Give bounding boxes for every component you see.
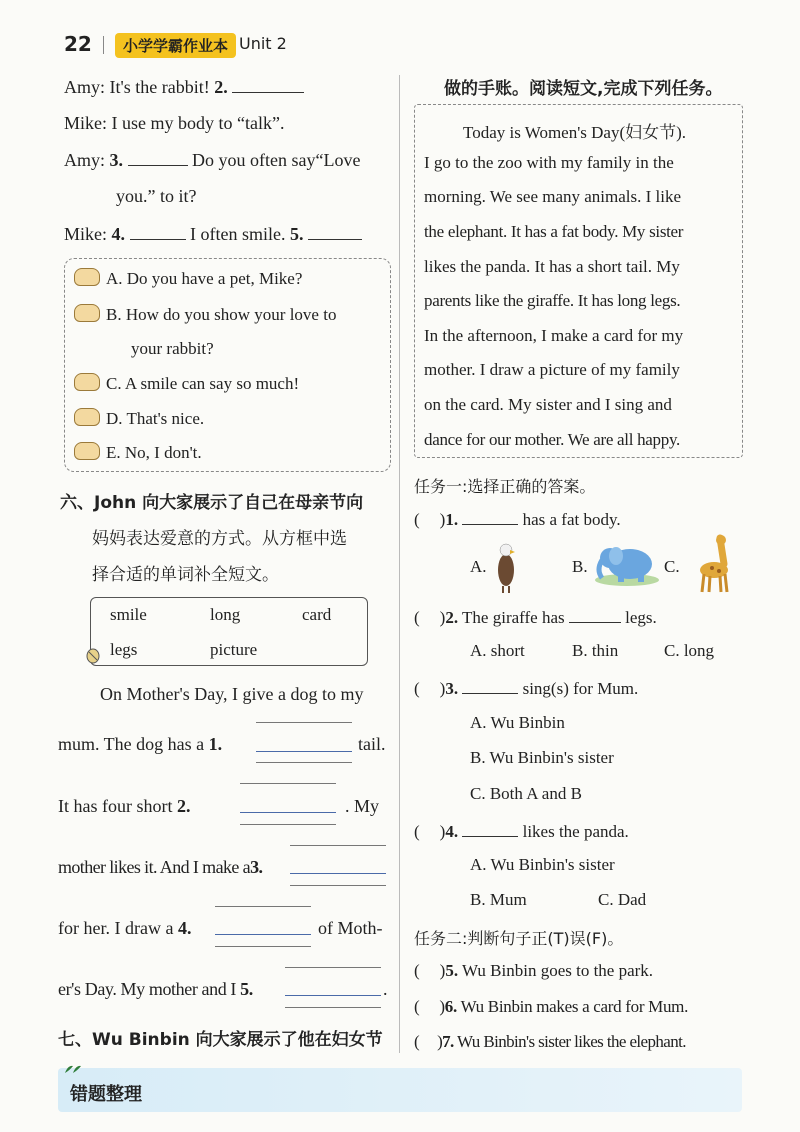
answer-paren-open: ( bbox=[414, 822, 420, 841]
question-number: 6. bbox=[444, 997, 457, 1016]
passage-text: of Moth- bbox=[318, 918, 383, 938]
word-card: card bbox=[302, 605, 332, 624]
question-4 bbox=[414, 820, 629, 842]
unit-label: Unit 2 bbox=[239, 34, 287, 53]
answer-line-1[interactable] bbox=[256, 751, 352, 752]
answer-blank-2[interactable] bbox=[232, 76, 304, 93]
dialog-line-2 bbox=[64, 113, 284, 134]
task-2-title: 任务二:判断句子正(T)误(F)。 bbox=[414, 929, 624, 948]
dialog-line-3 bbox=[64, 149, 360, 171]
answer-paren-open: ( bbox=[414, 997, 420, 1016]
blank-number: 4. bbox=[111, 224, 125, 244]
dialog-line-3b: you.” to it? bbox=[116, 186, 197, 206]
passage-line-6 bbox=[58, 979, 253, 1000]
option-text: D. That's nice. bbox=[106, 409, 205, 428]
passage-line-2 bbox=[58, 734, 222, 755]
option-b-cont: your rabbit? bbox=[131, 339, 214, 358]
answer-line-3[interactable] bbox=[290, 873, 386, 874]
speaker-amy: Amy: bbox=[64, 77, 106, 97]
question-2 bbox=[414, 606, 657, 628]
writing-guide bbox=[290, 885, 386, 886]
answer-line-4[interactable] bbox=[215, 934, 311, 935]
page-number: 22 bbox=[64, 32, 92, 56]
speaker-mike: Mike: bbox=[64, 224, 107, 244]
passage-text: er's Day. My mother and I bbox=[58, 979, 237, 999]
footer-bar bbox=[58, 1068, 742, 1112]
story-line: the elephant. It has a fat body. My sister bbox=[424, 222, 684, 241]
eagle-icon bbox=[492, 538, 520, 594]
question-number: 1. bbox=[445, 510, 459, 529]
dialog-text: It's the rabbit! bbox=[109, 77, 210, 97]
blank-number: 2. bbox=[214, 77, 228, 97]
column-divider bbox=[399, 75, 400, 1053]
mistake-review-label: 错题整理 bbox=[70, 1084, 142, 1105]
question-3 bbox=[414, 677, 638, 699]
leaf-icon bbox=[64, 1064, 82, 1074]
story-line: dance for our mother. We are all happy. bbox=[424, 430, 680, 449]
question-number: 2. bbox=[445, 608, 459, 627]
question-number: 5. bbox=[445, 961, 459, 980]
question-6 bbox=[414, 997, 688, 1017]
q1-option-a: A. bbox=[470, 557, 487, 576]
q3-option-b: B. Wu Binbin's sister bbox=[470, 748, 614, 767]
answer-paren-open: ( bbox=[414, 1032, 420, 1051]
question-blank bbox=[569, 606, 621, 623]
blank-number: 3. bbox=[109, 150, 124, 170]
blank-number: 4. bbox=[177, 918, 192, 938]
section-6-line-2: 妈妈表达爱意的方式。从方框中选 bbox=[92, 529, 347, 549]
writing-guide bbox=[215, 946, 311, 947]
header-divider bbox=[103, 36, 104, 54]
q2-option-b: B. thin bbox=[572, 641, 619, 660]
answer-paren-close: ) bbox=[439, 961, 446, 980]
dialog-text: I use my body to “talk”. bbox=[111, 113, 285, 133]
passage-line-4 bbox=[58, 857, 262, 878]
writing-guide bbox=[290, 845, 386, 846]
question-number: 4. bbox=[445, 822, 459, 841]
question-1 bbox=[414, 508, 621, 530]
q4-option-a: A. Wu Binbin's sister bbox=[470, 855, 615, 874]
q1-option-c: C. bbox=[664, 557, 680, 576]
question-text: Wu Binbin makes a card for Mum. bbox=[460, 997, 689, 1016]
blank-number: 2. bbox=[176, 796, 191, 816]
section-7-title: 七、Wu Binbin 向大家展示了他在妇女节 bbox=[58, 1030, 383, 1050]
story-line: I go to the zoo with my family in the bbox=[424, 153, 674, 172]
tiger-icon bbox=[74, 408, 100, 426]
options-box bbox=[64, 258, 391, 472]
question-text: Wu Binbin's sister likes the elephant. bbox=[457, 1032, 686, 1051]
dialog-text: Do you often say“Love bbox=[192, 150, 361, 170]
option-text: B. How do you show your love to bbox=[106, 305, 337, 324]
pencil-icon bbox=[84, 645, 102, 665]
option-e bbox=[74, 442, 202, 463]
section-6-line-3: 择合适的单词补全短文。 bbox=[92, 565, 279, 585]
answer-paren-open: ( bbox=[414, 961, 420, 980]
passage-text: . My bbox=[345, 796, 380, 816]
answer-paren-open: ( bbox=[414, 608, 420, 627]
q2-option-c: C. long bbox=[664, 641, 715, 660]
question-text: has a fat body. bbox=[522, 510, 621, 529]
passage-text: tail. bbox=[358, 734, 386, 754]
answer-line-5[interactable] bbox=[285, 995, 381, 996]
q1-option-b: B. bbox=[572, 557, 588, 576]
dialog-text: I often smile. bbox=[190, 224, 286, 244]
section-6-title: 六、John 向大家展示了自己在母亲节向 bbox=[60, 493, 364, 513]
giraffe-icon bbox=[694, 534, 734, 594]
answer-paren-close: ) bbox=[439, 510, 446, 529]
answer-paren-open: ( bbox=[414, 679, 420, 698]
writing-guide bbox=[285, 1007, 381, 1008]
q3-option-a: A. Wu Binbin bbox=[470, 713, 565, 732]
passage-text: for her. I draw a bbox=[58, 918, 174, 938]
option-b bbox=[74, 304, 336, 325]
tiger-icon bbox=[74, 442, 100, 460]
passage-text: mother likes it. And I make a bbox=[58, 857, 251, 877]
dialog-line-1 bbox=[64, 76, 304, 98]
passage-line-1: On Mother's Day, I give a dog to my bbox=[100, 684, 364, 704]
speaker-mike: Mike: bbox=[64, 113, 107, 133]
q2-option-a: A. short bbox=[470, 641, 525, 660]
tiger-icon bbox=[74, 304, 100, 322]
question-blank bbox=[462, 508, 518, 525]
word-long: long bbox=[210, 605, 241, 624]
question-blank bbox=[462, 677, 518, 694]
story-line: In the afternoon, I make a card for my bbox=[424, 326, 684, 345]
answer-line-2[interactable] bbox=[240, 812, 336, 813]
passage-text: mum. The dog has a bbox=[58, 734, 205, 754]
dialog-line-4 bbox=[64, 223, 362, 245]
task-1-title: 任务一:选择正确的答案。 bbox=[414, 477, 596, 496]
story-line: on the card. My sister and I sing and bbox=[424, 395, 672, 414]
writing-guide bbox=[256, 722, 352, 723]
word-picture: picture bbox=[210, 640, 258, 659]
writing-guide bbox=[256, 762, 352, 763]
question-text: legs. bbox=[625, 608, 657, 627]
answer-blank-3[interactable] bbox=[128, 149, 188, 166]
question-7 bbox=[414, 1032, 686, 1052]
tiger-icon bbox=[74, 373, 100, 391]
word-smile: smile bbox=[110, 605, 147, 624]
blank-number: 5. bbox=[289, 224, 304, 244]
story-line: mother. I draw a picture of my family bbox=[424, 360, 680, 379]
q4-option-b: B. Mum bbox=[470, 890, 527, 909]
answer-paren-open: ( bbox=[414, 510, 420, 529]
elephant-icon bbox=[594, 540, 660, 588]
answer-paren-close: ) bbox=[439, 997, 445, 1016]
question-text: likes the panda. bbox=[522, 822, 629, 841]
blank-number: 1. bbox=[208, 734, 223, 754]
question-blank bbox=[462, 820, 518, 837]
question-number: 3. bbox=[445, 679, 459, 698]
answer-paren-close: ) bbox=[439, 608, 446, 627]
passage-text: It has four short bbox=[58, 796, 173, 816]
book-title: 小学学霸作业本 bbox=[115, 33, 236, 58]
question-text: Wu Binbin goes to the park. bbox=[462, 961, 654, 980]
option-c bbox=[74, 373, 299, 394]
q3-option-c: C. Both A and B bbox=[470, 784, 582, 803]
word-legs: legs bbox=[110, 640, 138, 659]
passage-line-3 bbox=[58, 796, 190, 817]
option-a bbox=[74, 268, 302, 289]
writing-guide bbox=[215, 906, 311, 907]
story-line: Today is Women's Day(妇女节). bbox=[463, 123, 687, 142]
blank-number: 5. bbox=[240, 979, 253, 999]
answer-paren-close: ) bbox=[439, 822, 446, 841]
answer-blank-5[interactable] bbox=[308, 223, 362, 240]
passage-line-5 bbox=[58, 918, 191, 939]
option-text: E. No, I don't. bbox=[106, 443, 202, 462]
blank-number: 3. bbox=[250, 857, 263, 877]
question-text: The giraffe has bbox=[462, 608, 565, 627]
answer-paren-close: ) bbox=[437, 1032, 443, 1051]
writing-guide bbox=[285, 967, 381, 968]
section-7-line-2: 做的手账。阅读短文,完成下列任务。 bbox=[444, 79, 723, 99]
speaker-amy: Amy: bbox=[64, 150, 106, 170]
writing-guide bbox=[240, 783, 336, 784]
option-text: C. A smile can say so much! bbox=[106, 374, 300, 393]
option-text: A. Do you have a pet, Mike? bbox=[106, 269, 303, 288]
tiger-icon bbox=[74, 268, 100, 286]
question-text: sing(s) for Mum. bbox=[522, 679, 639, 698]
q4-option-c: C. Dad bbox=[598, 890, 647, 909]
question-number: 7. bbox=[442, 1032, 454, 1051]
story-line: morning. We see many animals. I like bbox=[424, 187, 682, 206]
writing-guide bbox=[240, 824, 336, 825]
answer-blank-4[interactable] bbox=[130, 223, 186, 240]
option-d bbox=[74, 408, 204, 429]
answer-paren-close: ) bbox=[439, 679, 446, 698]
story-line: likes the panda. It has a short tail. My bbox=[424, 257, 680, 276]
passage-text: . bbox=[383, 979, 388, 999]
story-line: parents like the giraffe. It has long legs. bbox=[424, 291, 681, 310]
question-5 bbox=[414, 961, 653, 981]
